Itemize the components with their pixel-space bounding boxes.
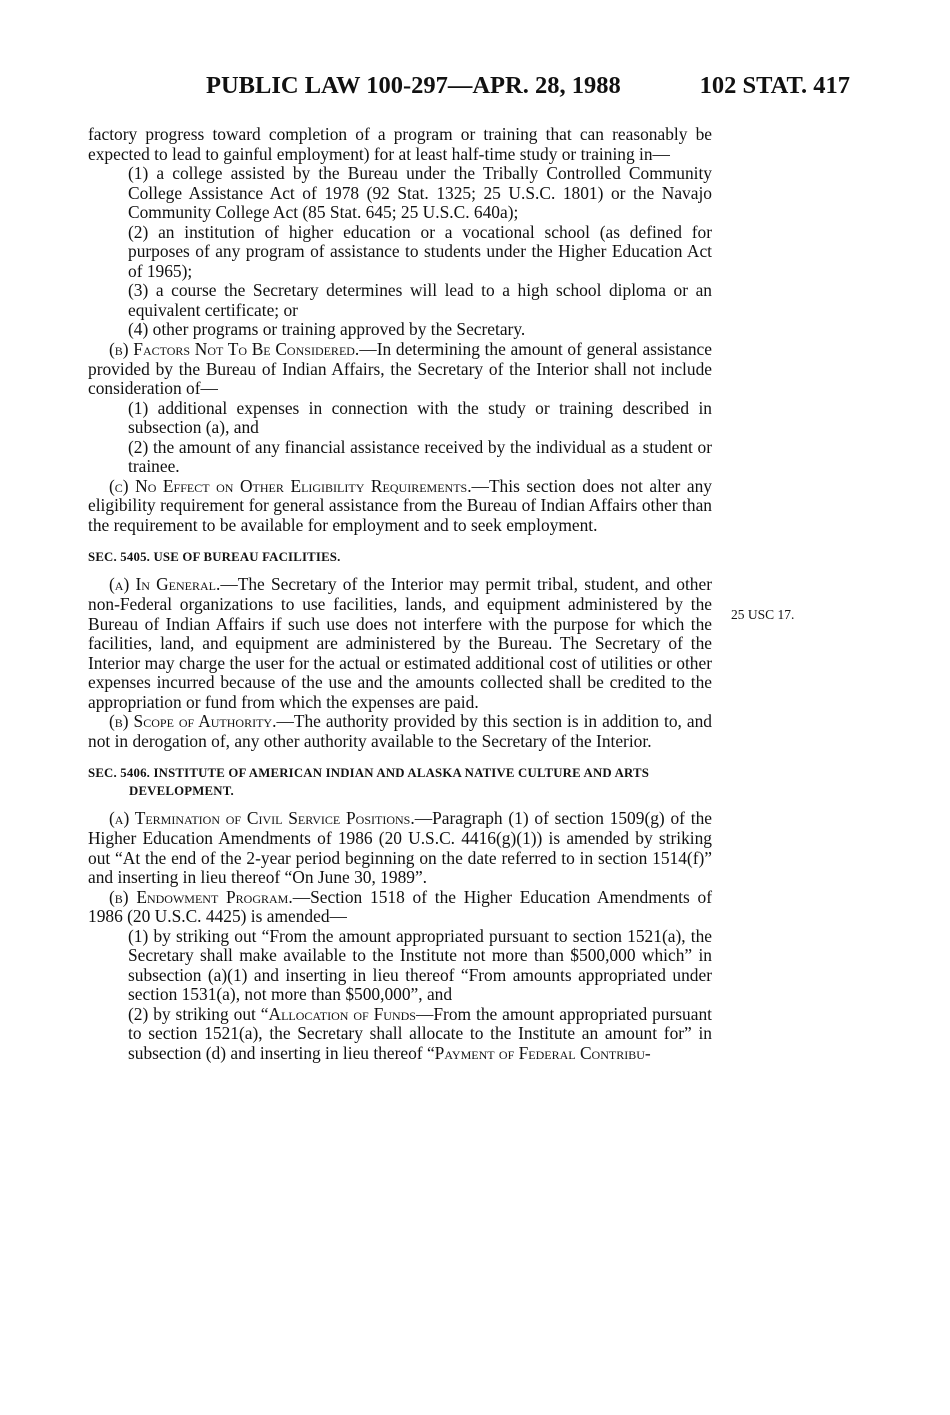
list-item: (2) the amount of any financial assistance received by the individual as a student or trainee. [128, 436, 712, 477]
list-item: (1) by striking out “From the amount appropriated pursuant to section 1521(a), the Secretary shall make available to the Institute not more than $500,000 which” in subsection (a)(1) and inserting in lieu thereof “From amounts appropriated under section 1531(a), not more than $500,000”, and [128, 925, 712, 1005]
subsection-caption: (b) Factors Not To Be Considered. [109, 339, 360, 360]
quoted-caption: Allocation of Funds [268, 1003, 416, 1024]
list-item: (1) additional expenses in connection with the study or training described in subsection (a), and [128, 397, 712, 438]
list-item-text: (2) by striking out “ [128, 1003, 269, 1024]
subsection-caption: (b) Scope of Authority. [109, 711, 277, 732]
subsection-a-in-general [88, 575, 712, 712]
section-heading-5405: SEC. 5405. USE OF BUREAU FACILITIES. [88, 550, 341, 565]
subsection-c-no-effect [88, 477, 712, 536]
subsection-text: —Section 1518 of the Higher Education Amendments of 1986 (20 U.S.C. 4425) is amended— [88, 886, 712, 927]
subsection-text: —The Secretary of the Interior may permit tribal, student, and other non-Federal organizations to use facilities, lands, and equipment administered by the Bureau of Indian Affairs if such use does not interfere with the purpose for which the facilities, land, and equipment are administered by the Bureau. The Secretary of the Interior may charge the user for the actual or estimated additional cost of utilities or other expenses incurred because of the use and the amounts collected shall be credited to the appropriation or fund from which the expenses are paid. [88, 574, 713, 712]
subsection-text: —In determining the amount of general assistance provided by the Bureau of Indian Affairs, the Secretary of the Interior shall not include consideration of— [88, 339, 712, 399]
margin-note-usc: 25 USC 17. [731, 607, 795, 622]
section-heading-5406: SEC. 5406. INSTITUTE OF AMERICAN INDIAN AND ALASKA NATIVE CULTURE AND ARTS DEVELOPMENT. [88, 766, 650, 799]
subsection-caption: (a) In General. [109, 574, 221, 595]
header-title: PUBLIC LAW 100-297—APR. 28, 1988 [206, 72, 621, 99]
subsection-text: —This section does not alter any eligibility requirement for general assistance from the Bureau of Indian Affairs other than the requirement to be available for employment and to seek employment. [88, 475, 712, 535]
subsection-b-endowment [88, 888, 712, 927]
list-item-text: —From the amount appropriated pursuant to section 1521(a), the Secretary shall allocate to the Institute an amount for” in subsection (d) and inserting in lieu thereof “ [128, 1003, 712, 1063]
subsection-caption: (b) Endowment Program. [109, 886, 293, 907]
header-stat-number: 102 STAT. 417 [699, 72, 850, 99]
paragraph-continuation: factory progress toward completion of a program or training that can reasonably be expected to lead to gainful employment) for at least half-time study or training in— [88, 124, 712, 164]
subsection-text: —The authority provided by this section is in addition to, and not in derogation of, any other authority available to the Secretary of the Interior. [88, 711, 712, 751]
document-body [88, 125, 712, 1064]
list-item: (1) a college assisted by the Bureau under the Tribally Controlled Community College Assistance Act of 1978 (92 Stat. 1325; 25 U.S.C. 1801) or the Navajo Community College Act (85 Stat. 645; 25 U.S.C. 640a); [128, 163, 712, 223]
subsection-caption: (c) No Effect on Other Eligibility Requirements. [109, 475, 472, 496]
list-item: (2) an institution of higher education or a vocational school (as defined for purposes of any program of assistance to students under the Higher Education Act of 1965); [128, 221, 712, 281]
subsection-b-scope [88, 712, 712, 751]
subsection-a-termination [88, 809, 712, 887]
subsection-caption: (a) Termination of Civil Service Positions. [109, 808, 415, 829]
list-item: (3) a course the Secretary determines will lead to a high school diploma or an equivalent certificate; or [128, 280, 712, 320]
page-header [88, 72, 850, 108]
subsection-b-factors [88, 340, 712, 399]
subsection-text: —Paragraph (1) of section 1509(g) of the Higher Education Amendments of 1986 (20 U.S.C. 4416(g)(1)) is amended by striking out “At the end of the 2-year period beginning on the date referred to in section 1514(f)” and inserting in lieu thereof “On June 30, 1989”. [88, 808, 712, 888]
list-item [88, 1005, 712, 1064]
quoted-caption: Payment of Federal Contribu- [434, 1042, 651, 1063]
list-item: (4) other programs or training approved by the Secretary. [128, 319, 526, 340]
